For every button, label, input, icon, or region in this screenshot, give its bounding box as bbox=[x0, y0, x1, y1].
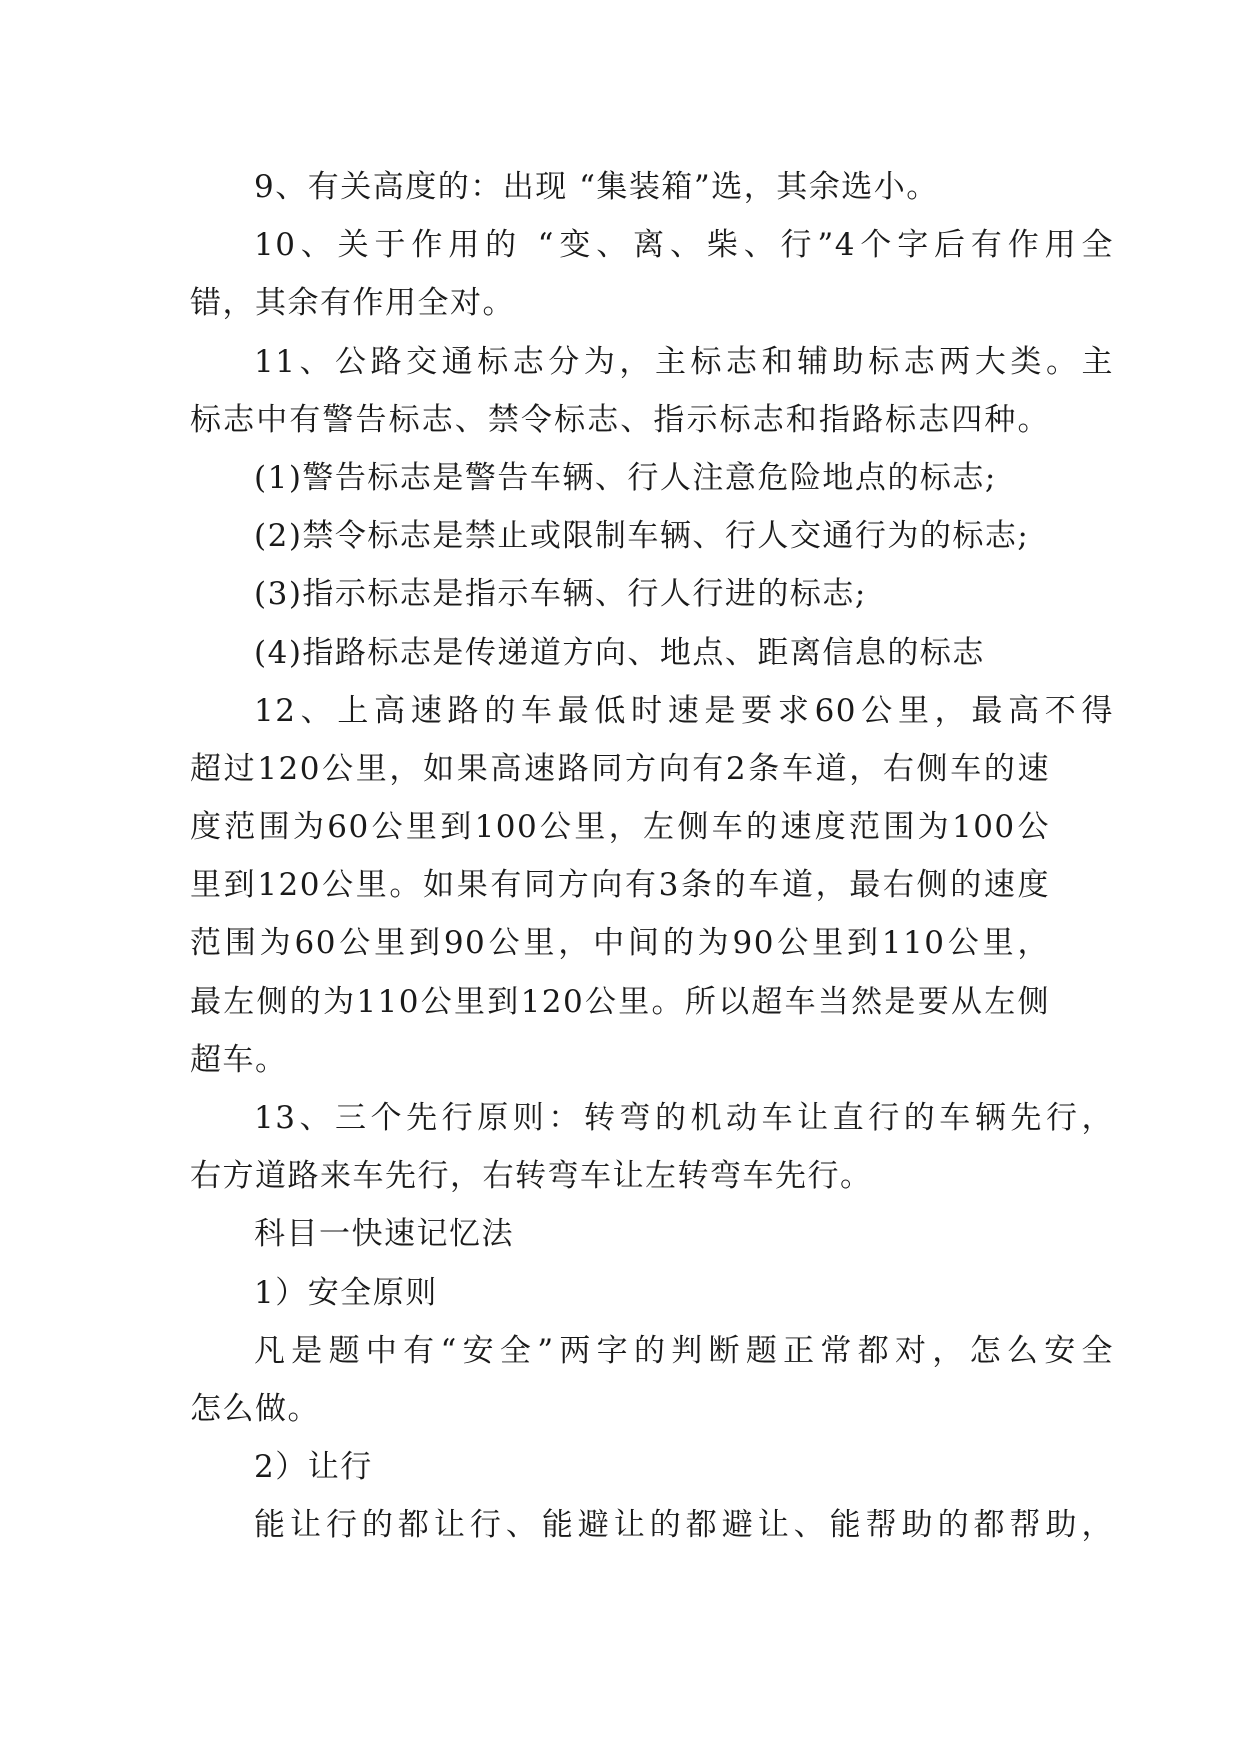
text-line: (4)指路标志是传递道方向、地点、距离信息的标志 bbox=[254, 634, 985, 671]
text-line: (1)警告标志是警告车辆、行人注意危险地点的标志; bbox=[254, 459, 997, 496]
text-line: (3)指示标志是指示车辆、行人行进的标志; bbox=[254, 576, 867, 613]
text-line: 能让行的都让行、能避让的都避让、能帮助的都帮助， bbox=[254, 1507, 1114, 1544]
text-line: 右方道路来车先行，右转弯车让左转弯车先行。 bbox=[190, 1158, 873, 1195]
document-body bbox=[190, 158, 1114, 1555]
text-line: 9、有关高度的：出现 “集装箱”选，其余选小。 bbox=[254, 169, 939, 205]
text-line: 超过120公里，如果高速路同方向有2条车道，右侧车的速 bbox=[190, 750, 1050, 787]
text-line: 11、公路交通标志分为，主标志和辅助标志两大类。主 bbox=[254, 343, 1114, 380]
text-line: (2)禁令标志是禁止或限制车辆、行人交通行为的标志; bbox=[254, 518, 1030, 555]
text-line: 10、关于作用的 “变、离、柴、行”4个字后有作用全 bbox=[254, 227, 1114, 264]
subsection-heading: 2）让行 bbox=[254, 1449, 373, 1486]
text-line: 最左侧的为110公里到120公里。所以超车当然是要从左侧 bbox=[190, 983, 1050, 1020]
subsection-heading: 1）安全原则 bbox=[254, 1274, 438, 1311]
text-line: 12、上高速路的车最低时速是要求60公里，最高不得 bbox=[254, 692, 1114, 729]
section-heading: 科目一快速记忆法 bbox=[254, 1216, 514, 1253]
text-line: 范围为60公里到90公里，中间的为90公里到110公里， bbox=[190, 925, 1050, 962]
text-line: 凡是题中有“安全”两字的判断题正常都对，怎么安全 bbox=[254, 1332, 1114, 1369]
text-line: 里到120公里。如果有同方向有3条的车道，最右侧的速度 bbox=[190, 867, 1050, 904]
text-line: 度范围为60公里到100公里，左侧车的速度范围为100公 bbox=[190, 809, 1050, 846]
text-line: 标志中有警告标志、禁令标志、指示标志和指路标志四种。 bbox=[190, 401, 1050, 438]
text-line: 错，其余有作用全对。 bbox=[190, 285, 515, 322]
text-line: 13、三个先行原则：转弯的机动车让直行的车辆先行， bbox=[254, 1100, 1114, 1136]
text-line: 超车。 bbox=[190, 1041, 288, 1078]
text-line: 怎么做。 bbox=[190, 1390, 320, 1427]
